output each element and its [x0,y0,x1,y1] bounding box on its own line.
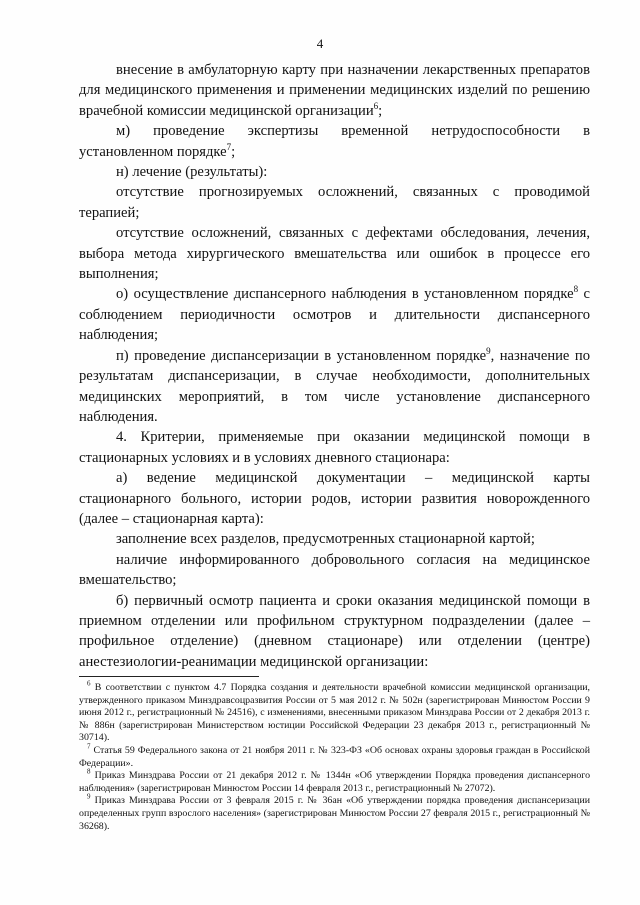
paragraph: п) проведение диспансеризации в установленном порядке$^9$, назначение по результатам диспансеризации, в случае необходимости, дополнительных медицинских мероприятий, в том числе установление диспансерного наблюдения. [79,345,590,425]
paragraph: м) проведение экспертизы временной нетрудоспособности в установленном порядке$^7$; [79,123,590,160]
page-number: 4 [316,36,324,51]
footnote-number: 7 [87,742,91,751]
paragraph: наличие информированного добровольного согласия на медицинское вмешательство; [79,551,590,589]
paragraph: а) ведение медицинской документации – медицинской карты стационарного больного, истории родов, истории развития новорожденного (далее – стационарная карта): [79,470,590,527]
paragraph: отсутствие прогнозируемых осложнений, связанных с проводимой терапией; [79,184,590,221]
footnote-number: 9 [87,793,91,802]
paragraph: 4. Критерии, применяемые при оказании медицинской помощи в стационарных условиях и в условиях дневного стационара: [79,429,590,466]
paragraph: н) лечение (результаты): [116,164,268,181]
footnote-ref[interactable]: 8 [573,284,579,295]
footnote-number: 8 [87,767,91,776]
footnote: $^9$ Приказ Минздрава России от 3 февраля 2015 г. № 36ан «Об утверждении порядка проведения диспансеризации определенных групп взрослого населения» (зарегистрирован Минюстом России 27 февраля 2015 г., регистрационный № 36268). [79,793,591,832]
paragraph: б) первичный осмотр пациента и сроки оказания медицинской помощи в приемном отделении или профильном структурном подразделении (далее – профильное отделение) (дневном стационаре) или отделении (центре) анестезиологии-реанимации медицинской организации: [79,592,590,670]
body-text [79,60,590,672]
footnote: $^7$ Статья 59 Федерального закона от 21 ноября 2011 г. № 323-ФЗ «Об основах охраны здоровья граждан в Российской Федерации». [79,742,591,769]
footnotes [79,679,591,833]
footnote-ref[interactable]: 6 [373,100,379,111]
paragraph: отсутствие осложнений, связанных с дефектами обследования, лечения, выбора метода хирургического вмешательства или ошибок в процессе его выполнения; [79,225,590,283]
paragraph: о) осуществление диспансерного наблюдения в установленном порядке$^8$ с соблюдением периодичности осмотров и длительности диспансерного наблюдения; [79,284,590,344]
footnote: $^8$ Приказ Минздрава России от 21 декабря 2012 г. № 1344н «Об утверждении Порядка проведения диспансерного наблюдения» (зарегистрирован Минюстом России 14 февраля 2013 г., регистрационный № 27072). [79,767,591,794]
footnote-separator [79,676,259,677]
paragraph: внесение в амбулаторную карту при назначении лекарственных препаратов для медицинского применения и применении медицинских изделий по решению врачебной комиссии медицинской организации$^6$; [79,62,590,119]
paragraph: заполнение всех разделов, предусмотренных стационарной картой; [116,531,535,548]
footnote-ref[interactable]: 9 [486,345,491,356]
footnote-number: 6 [87,679,91,688]
footnote-ref[interactable]: 7 [226,141,232,152]
footnote: $^6$ В соответствии с пунктом 4.7 Порядка создания и деятельности врачебной комиссии медицинской организации, утвержденного приказом Минздравсоцразвития России от 5 мая 2012 г. № 502н (зарегистрирован Минюстом России 9 июня 2012 г., регистрационный № 24516), с изменениями, внесенными приказом Минздрава России от 2 декабря 2013 г. № 886н (зарегистрирован Министерством юстиции Российской Федерации 23 декабря 2013 г., регистрационный № 30714). [79,679,590,744]
